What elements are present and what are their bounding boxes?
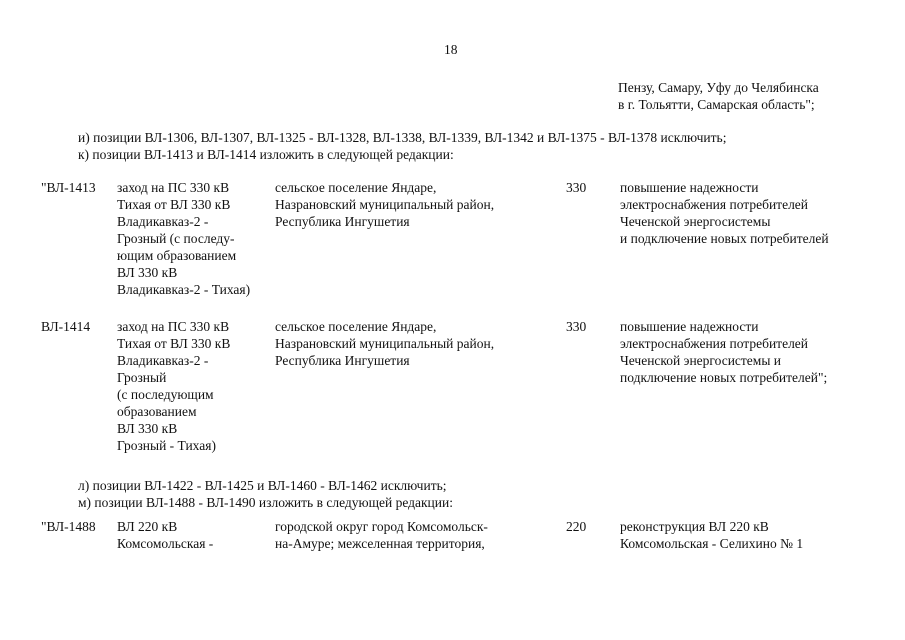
voltage-cell: 220 [566,519,587,534]
line-name-cell [117,179,250,298]
text-line: Комсомольская - [117,536,214,551]
text-line: и подключение новых потребителей [620,231,829,246]
text-line: Владикавказ-2 - Тихая) [117,282,251,297]
line-name-cell [117,518,213,552]
text-line: ющим образованием [117,248,237,263]
row-id: ВЛ-1414 [41,319,91,334]
text-line: Комсомольская - Селихино № 1 [620,536,804,551]
instruction-line: к) позиции ВЛ-1413 и ВЛ-1414 изложить в следующей редакции: [78,147,454,162]
instruction-line: м) позиции ВЛ-1488 - ВЛ-1490 изложить в следующей редакции: [78,495,453,510]
text-line: Грозный [117,370,167,385]
location-cell [275,318,494,369]
text-line: городской округ город Комсомольск- [275,519,488,534]
text-line: Грозный - Тихая) [117,438,216,453]
text-line: на-Амуре; межселенная территория, [275,536,485,551]
instruction-line: и) позиции ВЛ-1306, ВЛ-1307, ВЛ-1325 - ВЛ-1328, ВЛ-1338, ВЛ-1339, ВЛ-1342 и ВЛ-1375 - ВЛ-1378 исключить; [78,130,727,145]
goal-cell [620,518,803,552]
text-line: заход на ПС 330 кВ [117,319,230,334]
text-line: ВЛ 220 кВ [117,519,178,534]
previous-entry-tail [618,79,819,113]
voltage-cell: 330 [566,319,587,334]
text-line: повышение надежности [620,180,759,195]
goal-cell [620,179,829,247]
text-line: Республика Ингушетия [275,353,410,368]
text-line: Тихая от ВЛ 330 кВ [117,197,231,212]
instructions-block-a [78,129,726,163]
location-cell [275,518,488,552]
text-line: Грозный (с последу- [117,231,235,246]
text-line: реконструкция ВЛ 220 кВ [620,519,769,534]
text-line: образованием [117,404,197,419]
text-line: Владикавказ-2 - [117,214,209,229]
text-line: ВЛ 330 кВ [117,265,178,280]
text-line: подключение новых потребителей"; [620,370,828,385]
text-line: ВЛ 330 кВ [117,421,178,436]
text-line: (с последующим [117,387,214,402]
instructions-block-b [78,477,453,511]
location-cell [275,179,494,230]
text-line: Чеченской энергосистемы и [620,353,782,368]
voltage-cell: 330 [566,180,587,195]
row-id: "ВЛ-1413 [41,180,96,195]
text-line: Пензу, Самару, Уфу до Челябинска [618,80,819,95]
text-line: Назрановский муниципальный район, [275,197,495,212]
page-number: 18 [444,42,458,57]
text-line: Назрановский муниципальный район, [275,336,495,351]
text-line: сельское поселение Яндаре, [275,180,437,195]
text-line: в г. Тольятти, Самарская область"; [618,97,815,112]
text-line: Республика Ингушетия [275,214,410,229]
instruction-line: л) позиции ВЛ-1422 - ВЛ-1425 и ВЛ-1460 - ВЛ-1462 исключить; [78,478,447,493]
text-line: повышение надежности [620,319,759,334]
text-line: Владикавказ-2 - [117,353,209,368]
goal-cell [620,318,827,386]
text-line: электроснабжения потребителей [620,336,809,351]
text-line: Чеченской энергосистемы [620,214,771,229]
line-name-cell [117,318,230,454]
text-line: Тихая от ВЛ 330 кВ [117,336,231,351]
row-id: "ВЛ-1488 [41,519,96,534]
text-line: сельское поселение Яндаре, [275,319,437,334]
text-line: заход на ПС 330 кВ [117,180,230,195]
text-line: электроснабжения потребителей [620,197,809,212]
